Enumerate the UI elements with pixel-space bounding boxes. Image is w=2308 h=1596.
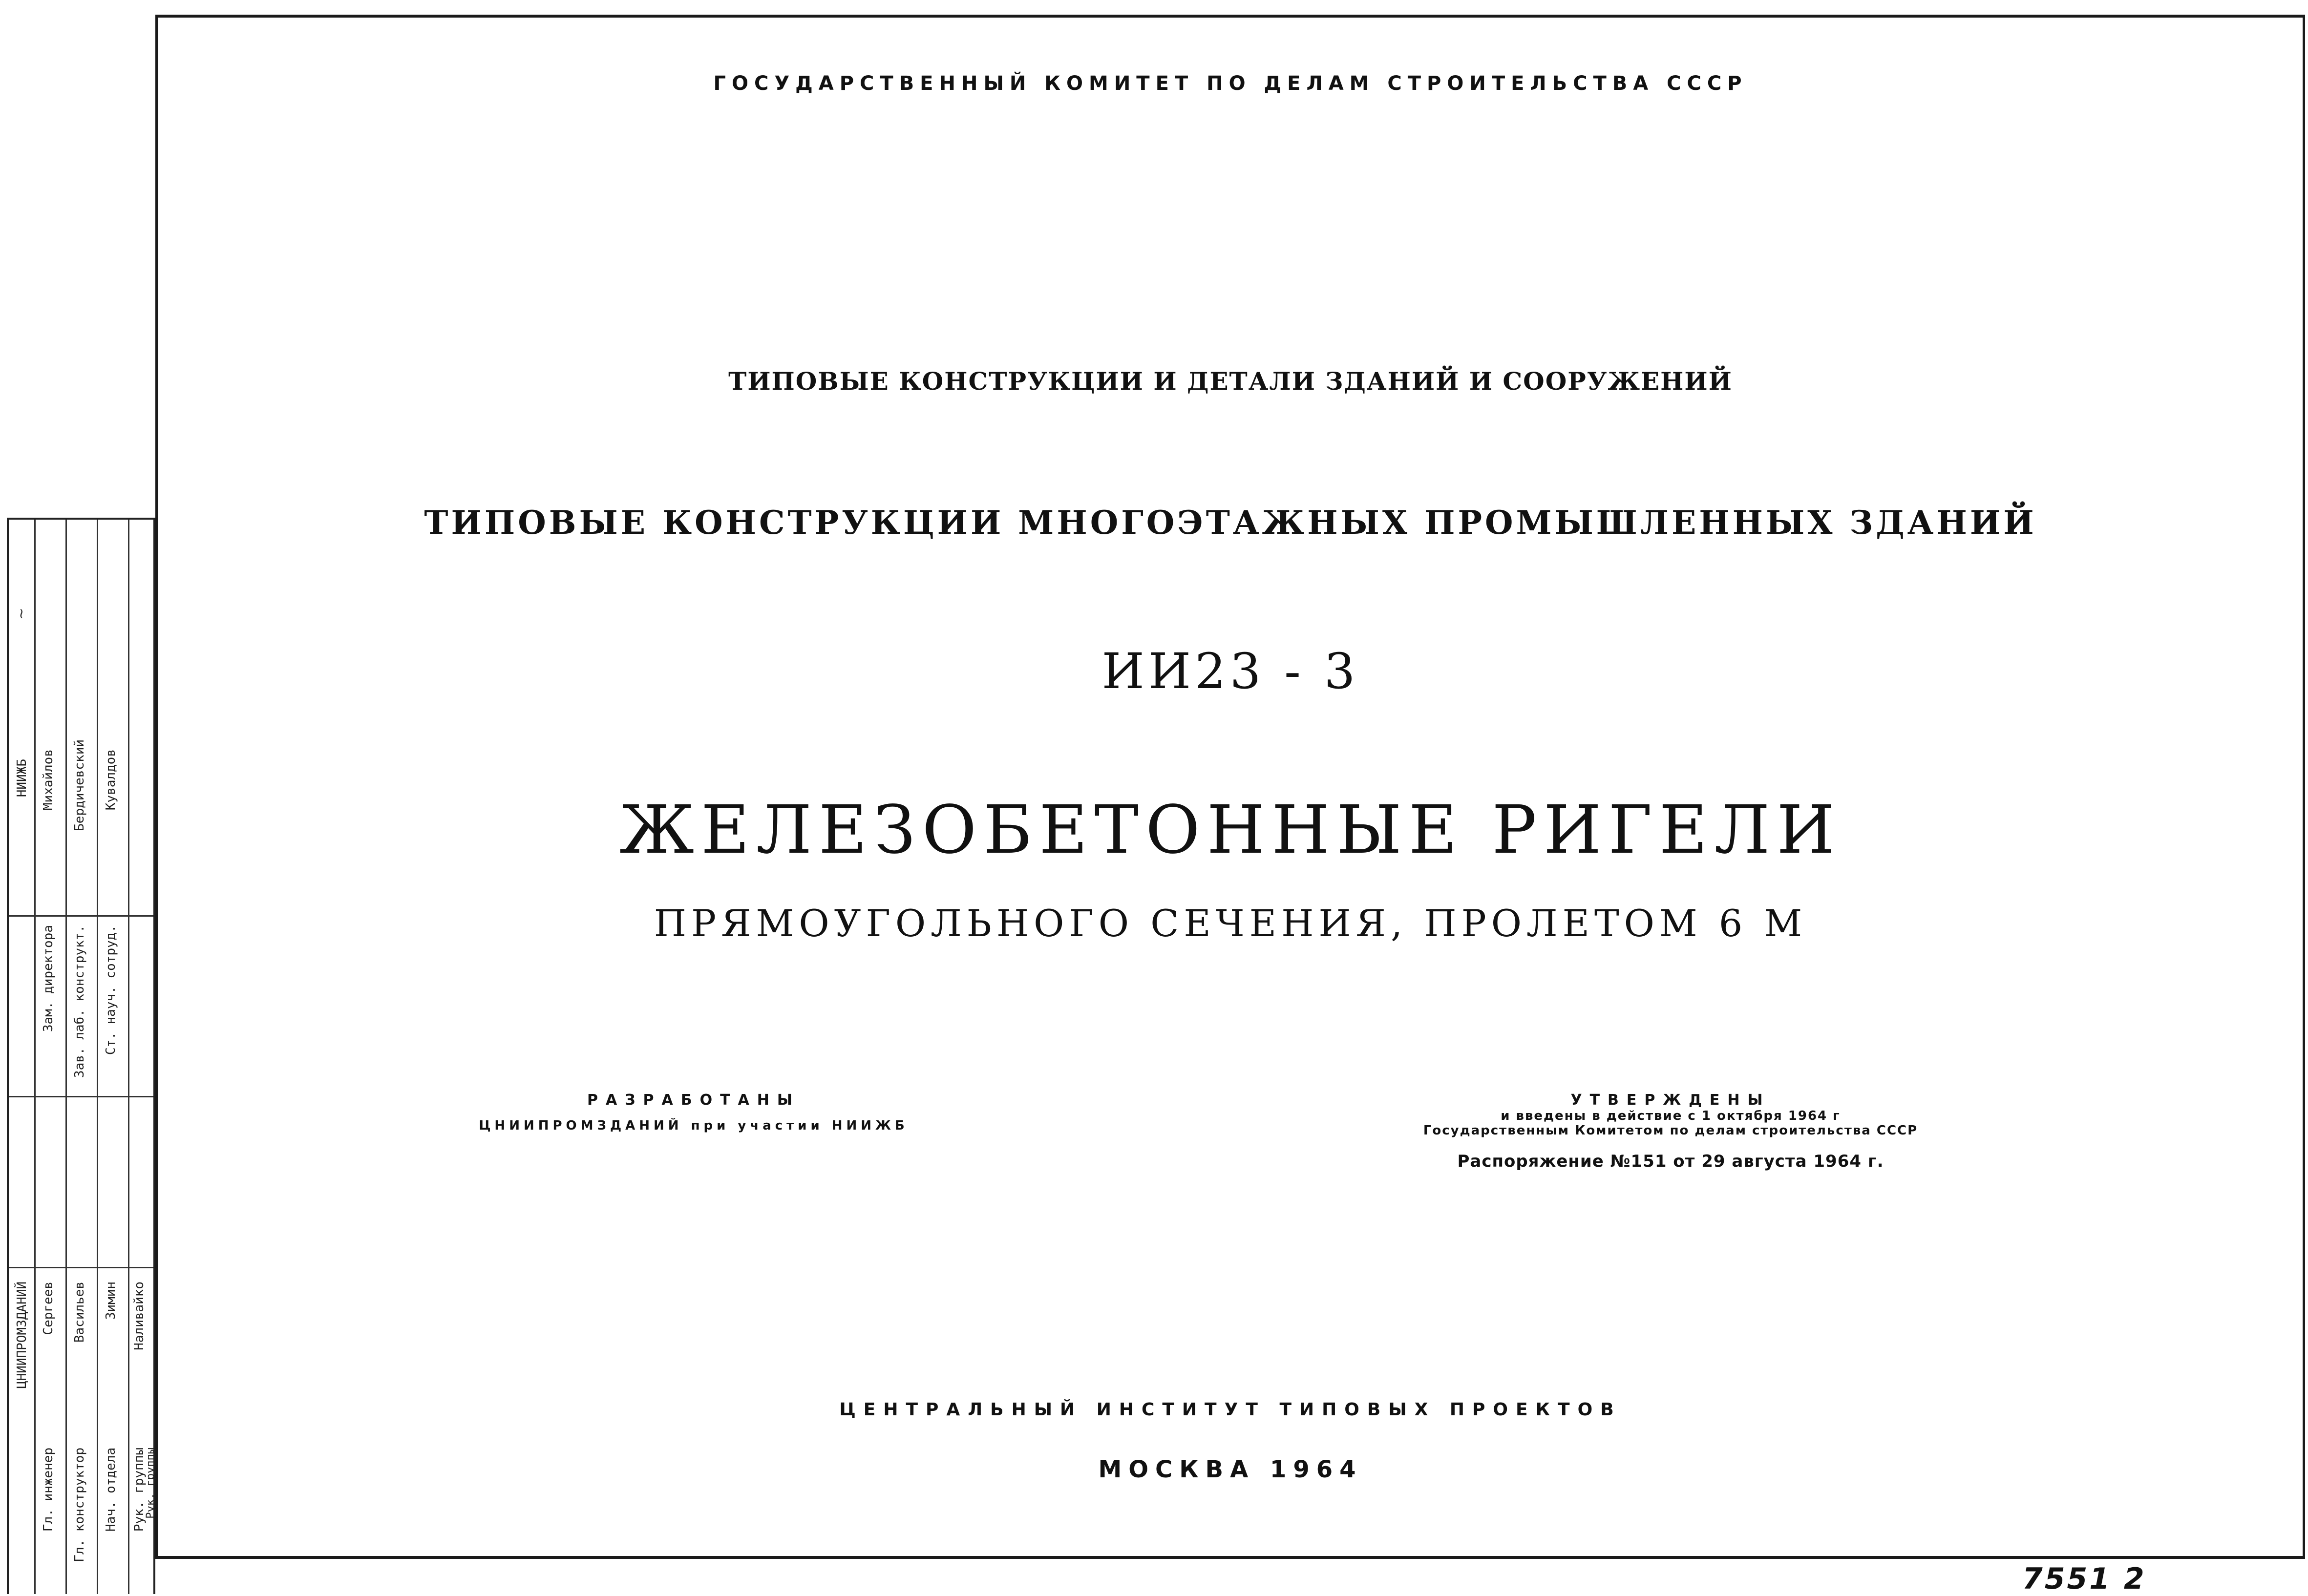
stamp-divider <box>9 1096 153 1097</box>
stamp-name: Сергеев <box>41 1281 56 1335</box>
sheet-number: 7551 2 <box>2022 1562 2146 1596</box>
stamp-role: Зам. директора <box>41 925 56 1032</box>
stamp-role: Нач. отдела <box>104 1448 118 1532</box>
series-title-2: ТИПОВЫЕ КОНСТРУКЦИИ МНОГОЭТАЖНЫХ ПРОМЫШЛЕННЫХ ЗДАНИЙ <box>424 504 2037 542</box>
stamp-role: Гл. инженер <box>41 1448 56 1532</box>
stamp-role: Рук. группы <box>145 1448 157 1519</box>
institute-name: ЦЕНТРАЛЬНЫЙ ИНСТИТУТ ТИПОВЫХ ПРОЕКТОВ <box>839 1400 1622 1420</box>
stamp-name: Зимин <box>104 1281 118 1320</box>
developed-block <box>254 1092 1133 1133</box>
stamp-name: Бердичевский <box>72 739 87 831</box>
approved-heading: УТВЕРЖДЕНЫ <box>1570 1092 1771 1109</box>
developed-by: ЦНИИПРОМЗДАНИЙ при участии НИИЖБ <box>479 1118 909 1133</box>
stamp-name: Наливайко <box>132 1281 147 1350</box>
stamp-col <box>9 520 36 1594</box>
approved-line-1: и введены в действие с 1 октября 1964 г <box>1501 1109 1841 1123</box>
series-code: ИИ23 - 3 <box>1101 643 1359 700</box>
signature-stamp <box>7 518 155 1594</box>
stamp-role: Зав. лаб. конструкт. <box>72 925 87 1078</box>
approved-line-2: Государственным Комитетом по делам строительства СССР <box>1423 1123 1918 1138</box>
approved-block <box>1231 1092 2110 1171</box>
stamp-divider <box>9 915 153 917</box>
stamp-name: Кувалдов <box>104 749 118 811</box>
city-year: МОСКВА 1964 <box>1098 1456 1363 1483</box>
series-title-1: ТИПОВЫЕ КОНСТРУКЦИИ И ДЕТАЛИ ЗДАНИЙ И СООРУЖЕНИЙ <box>728 367 1733 396</box>
document-title: ЖЕЛЕЗОБЕТОННЫЕ РИГЕЛИ <box>619 792 1842 869</box>
stamp-name: Васильев <box>72 1281 87 1343</box>
stamp-col <box>97 520 129 1594</box>
stamp-org-top: НИИЖБ <box>15 759 29 798</box>
stamp-divider <box>9 1267 153 1268</box>
drawing-frame <box>155 15 2305 1559</box>
stamp-role: Ст. науч. сотруд. <box>104 925 118 1055</box>
stamp-role: Гл. конструктор <box>72 1448 87 1562</box>
document-subtitle: ПРЯМОУГОЛЬНОГО СЕЧЕНИЯ, ПРОЛЕТОМ 6 М <box>654 902 1807 945</box>
stamp-role: Рук. группы <box>132 1448 147 1532</box>
ministry-heading: ГОСУДАРСТВЕННЫЙ КОМИТЕТ ПО ДЕЛАМ СТРОИТЕЛЬСТВА СССР <box>713 72 1748 95</box>
approval-order: Распоряжение №151 от 29 августа 1964 г. <box>1457 1152 1884 1171</box>
signature-image: ~ <box>13 608 30 620</box>
stamp-name: Михайлов <box>41 749 56 811</box>
stamp-col <box>34 520 67 1594</box>
stamp-org-bottom: ЦНИИПРОМЗДАНИЙ <box>15 1281 29 1389</box>
developed-heading: РАЗРАБОТАНЫ <box>587 1092 800 1109</box>
